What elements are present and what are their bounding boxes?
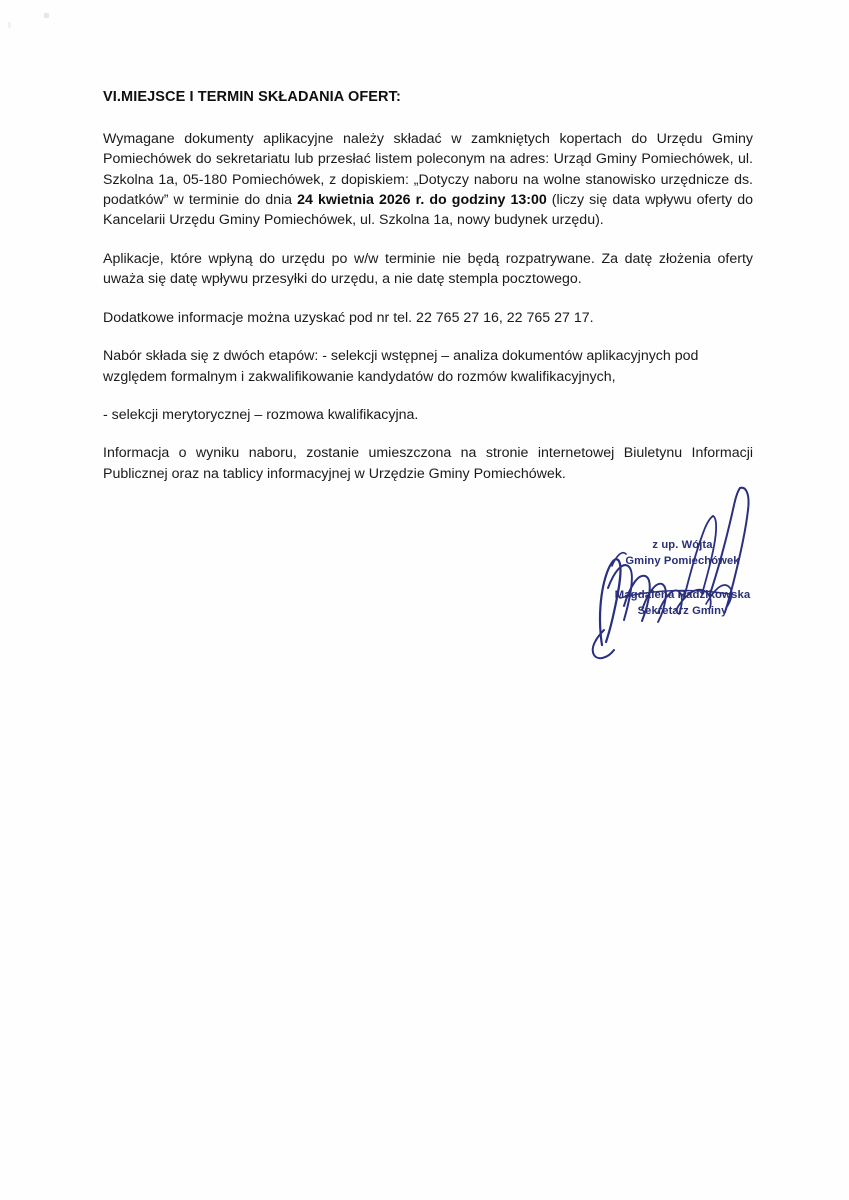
paragraph-recruitment-stages: Nabór składa się z dwóch etapów: - selekcji wstępnej – analiza dokumentów aplikacyjnych pod względem formalnym i zakwalifikowanie kandydatów do rozmów kwalifikacyjnych, — [103, 348, 699, 385]
document-body — [103, 88, 753, 502]
paragraph-contact-info: Dodatkowe informacje można uzyskać pod nr tel. 22 765 27 16, 22 765 27 17. — [103, 309, 594, 326]
paragraph-submission-details — [103, 129, 753, 231]
section-heading: VI.MIEJSCE I TERMIN SKŁADANIA OFERT: — [103, 89, 401, 105]
paragraph-stage-two: - selekcji merytorycznej – rozmowa kwalifikacyjna. — [103, 406, 419, 423]
stamp-line-authority: z up. Wójta — [652, 539, 713, 551]
stamp-line-title: Sekretarz Gminy — [637, 604, 728, 617]
paragraph-results-publication: Informacja o wyniku naboru, zostanie umieszczona na stronie internetowej Biuletynu Informacji Publicznej oraz na tablicy informacyjnej w Urzędzie Gminy Pomiechówek. — [103, 445, 753, 482]
paragraph-text-part-2: (liczy się data wpływu oferty do Kancelarii Urzędu Gminy Pomiechówek, ul. Szkolna 1a, nowy budynek urzędu). — [103, 192, 753, 229]
paragraph-text-part-1: Wymagane dokumenty aplikacyjne należy składać w zamkniętych kopertach do Urzędu Gminy Pomiechówek do sekretariatu lub przesłać listem poleconym na adres: Urząd Gminy Pomiechówek, ul. Szkolna 1a, 05-180 Pomiechówek, z dopiskiem: „Dotyczy naboru na wolne stanowisko urzędnicze ds. podatków” w terminie do dnia — [103, 130, 753, 209]
deadline-date-bold: 24 kwietnia 2026 r. do godziny 13:00 — [297, 192, 547, 209]
stamp-signature-gap — [605, 569, 760, 588]
paragraph-late-applications: Aplikacje, które wpłyną do urzędu po w/w terminie nie będą rozpatrywane. Za datę złożenia oferty uważa się datę wpływu przesyłki do urzędu, a nie datę stempla pocztowego. — [103, 250, 753, 288]
signature-block — [560, 470, 790, 660]
stamp-text-group — [605, 538, 760, 619]
scan-artifact-speck — [44, 13, 49, 18]
stamp-line-municipality: Gminy Pomiechówek — [625, 554, 740, 567]
scan-artifact-mark — [8, 22, 11, 28]
stamp-line-name: Magdalena Radzikowska — [614, 589, 751, 601]
